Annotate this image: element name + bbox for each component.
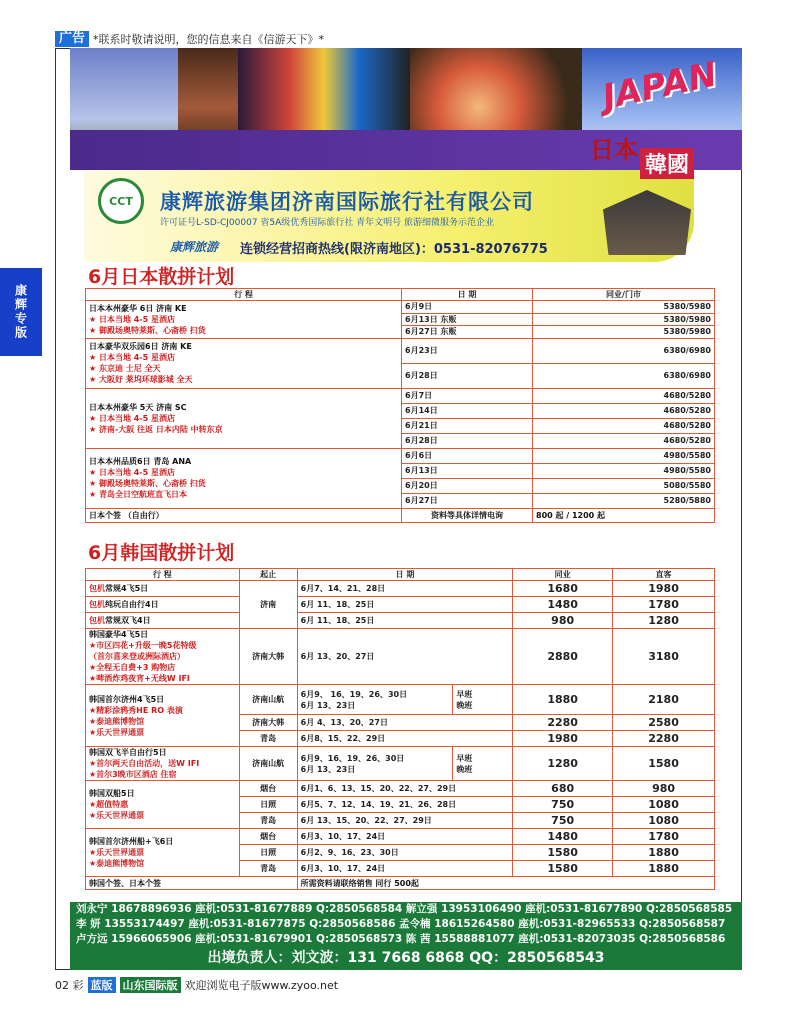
trade-price: 1480: [513, 597, 613, 613]
route-cell: [86, 781, 240, 829]
price-cell: 4980/5580: [533, 448, 715, 463]
visa-note: 所需资料请联络销售 同行 500起: [297, 877, 714, 890]
shift-cell: [453, 747, 513, 781]
date-cell: 6月3、10、17、24日: [297, 861, 513, 877]
trade-price: 1580: [513, 861, 613, 877]
ad-tag: 广告: [55, 31, 89, 47]
retail-price: 2280: [613, 731, 715, 747]
date-line: 6月 13、23日: [300, 764, 356, 774]
retail-price: 1880: [613, 861, 715, 877]
price-cell: 5280/5880: [533, 493, 715, 508]
route-feature: ★首尔3晚市区酒店 住宿: [89, 770, 177, 779]
route-name: 常规4飞5日: [105, 584, 149, 593]
route-cell: [86, 338, 402, 388]
date-cell: 6月27日: [402, 493, 533, 508]
trade-price: 980: [513, 613, 613, 629]
cct-logo: CCT: [98, 178, 144, 224]
date-cell: 6月3、10、17、24日: [297, 829, 513, 845]
route-cell: [86, 388, 402, 448]
route-cell: [86, 613, 240, 629]
top-note: [55, 30, 324, 48]
route-name: 日本本州品质6日 青岛 ANA: [89, 457, 192, 466]
date-line: 6月9、16、19、26、30日: [300, 753, 405, 763]
trade-price: 1680: [513, 581, 613, 597]
date-cell: 6月7、14、21、28日: [297, 581, 513, 597]
trade-price: 1280: [513, 747, 613, 781]
route-feature: ★泰迪熊博物馆: [89, 716, 145, 726]
table-row: [86, 388, 715, 403]
date-header: 日 期: [402, 289, 533, 301]
visa-price: 800 起 / 1200 起: [533, 508, 715, 522]
japan-word: JAPAN: [599, 54, 721, 118]
retail-price: 1980: [613, 581, 715, 597]
date-cell: 6月20日: [402, 478, 533, 493]
from-cell: 济南大韩: [239, 629, 297, 685]
price-header: 同业/门市: [533, 289, 715, 301]
date-cell: 6月1、6、13、15、20、22、27、29日: [297, 781, 513, 797]
route-name: 韩国双飞半自由行5日: [89, 748, 167, 757]
edition-blue: 蓝版: [88, 977, 116, 993]
from-cell: 日照: [239, 797, 297, 813]
retail-price: 3180: [613, 629, 715, 685]
company-brand: 康辉旅游: [170, 240, 219, 254]
contact-row: 卢方远 15966065906 座机:0531-81679901 Q:2850568573 陈 茜 15588881077 座机:0531-82073035 Q:2850568586: [76, 933, 726, 945]
date-cell: 6月 13、15、20、22、27、29日: [297, 813, 513, 829]
route-name: 韩国双船5日: [89, 789, 135, 798]
route-cell: [86, 829, 240, 877]
route-feature: ★ 御殿场奥特莱斯、心斋桥 扫货: [89, 325, 206, 335]
from-cell: 青岛: [239, 731, 297, 747]
date-cell: 6月28日: [402, 363, 533, 388]
route-cell: [86, 597, 240, 613]
retail-price: 1580: [613, 747, 715, 781]
route-feature: ★ 青岛全日空航班直飞日本: [89, 490, 187, 499]
route-name: 日本本州豪华 5天 济南 SC: [89, 402, 187, 412]
date-cell: 6月7日: [402, 388, 533, 403]
retail-header: 直客: [613, 569, 715, 581]
contact-row: 李 妍 13553174497 座机:0531-81677875 Q:2850568586 孟令楠 18615264580 座机:0531-82965533 Q:2850568587: [76, 918, 726, 930]
table-row: [86, 301, 715, 314]
contact-row: 刘永宁 18678896936 座机:0531-81677889 Q:2850568584 解立强 13953106490 座机:0531-81677890 Q:2850568585: [76, 903, 733, 915]
korea-section-title: 6月韩国散拼计划: [88, 542, 235, 564]
company-hotline: 连锁经营招商热线(限济南地区)：0531-82076775: [240, 242, 548, 257]
date-cell: 6月 11、18、25日: [297, 613, 513, 629]
date-cell: [297, 747, 453, 781]
route-feature: ★泰迪熊博物馆: [89, 859, 145, 868]
trade-price: 750: [513, 797, 613, 813]
retail-price: 1280: [613, 613, 715, 629]
route-cell: [86, 581, 240, 597]
from-cell: 济南: [239, 581, 297, 629]
route-name: 韩国豪华4飞5日: [89, 630, 149, 639]
route-feature: ★ 东京迪 士尼 全天: [89, 364, 161, 373]
price-cell: 5380/5980: [533, 326, 715, 339]
trade-price: 1580: [513, 845, 613, 861]
date-cell: 6月 4、13、20、27日: [297, 715, 513, 731]
date-cell: 6月21日: [402, 418, 533, 433]
shift-label: 晚班: [456, 764, 473, 774]
korea-title: 韓國: [640, 148, 694, 179]
shift-label: 早班: [456, 689, 473, 699]
date-cell: 6月9日: [402, 301, 533, 314]
route-name: 韩国首尔济州船+飞6日: [89, 837, 174, 846]
trade-price: 2880: [513, 629, 613, 685]
date-cell: 6月6日: [402, 448, 533, 463]
from-cell: 济南山航: [239, 747, 297, 781]
route-header: 行 程: [86, 289, 402, 301]
edition-green: 山东国际版: [120, 977, 181, 993]
japan-section-title: 6月日本散拼计划: [88, 266, 235, 288]
price-cell: 4680/5280: [533, 403, 715, 418]
route-header: 行 程: [86, 569, 240, 581]
route-cell: [86, 747, 240, 781]
route-feature: ★乐天世界通票: [89, 727, 145, 737]
date-cell: 6月 11、18、25日: [297, 597, 513, 613]
date-header: 日 期: [297, 569, 513, 581]
company-license: 许可证号L-SD-CJ00007 省5A级优秀国际旅行社 青年文明号 旅游细微服务示范企业: [160, 218, 495, 228]
from-cell: 日照: [239, 845, 297, 861]
date-cell: 6月28日: [402, 433, 533, 448]
price-cell: 4980/5580: [533, 463, 715, 478]
page-number: 02 彩: [55, 979, 84, 992]
trade-header: 同业: [513, 569, 613, 581]
from-cell: 青岛: [239, 813, 297, 829]
route-feature: ★ 日本当地 4-5 星酒店: [89, 314, 175, 324]
route-feature: ★ 日本当地 4-5 星酒店: [89, 353, 175, 362]
from-cell: 烟台: [239, 829, 297, 845]
price-cell: 4680/5280: [533, 418, 715, 433]
table-row: [86, 685, 715, 715]
date-line: 6月9、 16、19、26、30日: [300, 689, 408, 699]
trade-price: 1480: [513, 829, 613, 845]
table-row: [86, 581, 715, 597]
from-header: 起止: [239, 569, 297, 581]
manager-contact: 出境负责人：刘文波：131 7668 6868 QQ：2850568543: [207, 950, 605, 966]
visa-note: 资料等具体详情电询: [402, 508, 533, 522]
retail-price: 2580: [613, 715, 715, 731]
route-feature: ★ 日本当地 4-5 星酒店: [89, 413, 175, 423]
trade-price: 1880: [513, 685, 613, 715]
trade-price: 2280: [513, 715, 613, 731]
date-line: 6月 13、23日: [300, 700, 356, 710]
route-feature: ★超值特惠: [89, 800, 129, 809]
shift-cell: [453, 685, 513, 715]
table-footer-row: [86, 877, 715, 890]
table-row: [86, 629, 715, 685]
route-feature: ★首尔两天自由活动，送W IFI: [89, 759, 200, 768]
charter-label: 包机: [89, 584, 105, 593]
retail-price: 980: [613, 781, 715, 797]
from-cell: 济南大韩: [239, 715, 297, 731]
route-feature: ★乐天世界通票: [89, 848, 145, 857]
japan-table: [85, 288, 715, 523]
route-feature: ★全程无自费+3 购物店: [89, 663, 176, 672]
table-header-row: [86, 289, 715, 301]
trade-price: 750: [513, 813, 613, 829]
table-row: [86, 597, 715, 613]
table-row: [86, 613, 715, 629]
price-cell: 5080/5580: [533, 478, 715, 493]
route-name: 韩国首尔济州4飞5日: [89, 694, 165, 704]
from-cell: 济南山航: [239, 685, 297, 715]
table-row: [86, 747, 715, 781]
table-row: [86, 448, 715, 463]
route-feature: ★ 日本当地 4-5 星酒店: [89, 468, 175, 477]
side-tab: 康辉专版: [0, 268, 42, 356]
price-cell: 5380/5980: [533, 313, 715, 326]
route-feature: （首尔喜来登或洲际酒店）: [89, 652, 185, 661]
shift-label: 早班: [456, 753, 473, 763]
route-name: 日本豪华双乐园6日 济南 KE: [89, 342, 192, 351]
route-cell: [86, 448, 402, 508]
retail-price: 2180: [613, 685, 715, 715]
date-cell: 6月5、7、12、14、19、21、26、28日: [297, 797, 513, 813]
website-link[interactable]: 欢迎浏览电子版www.zyoo.net: [184, 979, 339, 992]
table-row: [86, 338, 715, 363]
route-name: 纯玩自由行4日: [105, 600, 159, 609]
japan-title: 日本: [590, 136, 638, 164]
table-footer-row: [86, 508, 715, 522]
route-name: 常规双飞4日: [105, 616, 151, 625]
price-cell: 4680/5280: [533, 433, 715, 448]
price-cell: 6380/6980: [533, 338, 715, 363]
from-cell: 烟台: [239, 781, 297, 797]
route-feature: ★ 御殿场奥特莱斯、心斋桥 扫货: [89, 479, 206, 488]
date-cell: 6月23日: [402, 338, 533, 363]
retail-price: 1080: [613, 797, 715, 813]
retail-price: 1880: [613, 845, 715, 861]
price-cell: 4680/5280: [533, 388, 715, 403]
top-note-text: *联系时敬请说明，您的信息来自《信游天下》*: [93, 33, 325, 46]
date-cell: 6月8、15、22、29日: [297, 731, 513, 747]
contact-block: [70, 902, 742, 970]
route-name: 日本本州豪华 6日 济南 KE: [89, 303, 187, 313]
visa-label: 日本个签 （自由行）: [86, 508, 402, 522]
price-cell: 5380/5980: [533, 301, 715, 314]
route-feature: ★乐天世界通票: [89, 811, 145, 820]
route-feature: ★啤酒炸鸡夜宵+无线W IFI: [89, 674, 190, 683]
date-cell: 6月14日: [402, 403, 533, 418]
table-header-row: [86, 569, 715, 581]
from-cell: 青岛: [239, 861, 297, 877]
date-cell: 6月13日 东贩: [402, 313, 533, 326]
retail-price: 1080: [613, 813, 715, 829]
charter-label: 包机: [89, 600, 105, 609]
route-feature: ★市区四花+升级一晚5花特级: [89, 641, 197, 650]
visa-label: 韩国个签、日本个签: [86, 877, 298, 890]
korea-table: [85, 568, 715, 890]
retail-price: 1780: [613, 597, 715, 613]
date-cell: [297, 685, 453, 715]
route-cell: [86, 629, 240, 685]
route-feature: ★ 济南-大阪 往返 日本内陆 中转东京: [89, 424, 223, 434]
page-footer: [55, 977, 338, 993]
trade-price: 1980: [513, 731, 613, 747]
retail-price: 1780: [613, 829, 715, 845]
charter-label: 包机: [89, 616, 105, 625]
shift-label: 晚班: [456, 700, 473, 710]
date-cell: 6月 13、20、27日: [297, 629, 513, 685]
price-cell: 6380/6980: [533, 363, 715, 388]
table-row: [86, 781, 715, 797]
table-row: [86, 829, 715, 845]
date-cell: 6月27日 东贩: [402, 326, 533, 339]
route-feature: ★精彩涂鸦秀HE RO 表演: [89, 705, 183, 715]
route-cell: [86, 685, 240, 747]
route-feature: ★ 大阪好 莱坞环球影城 全天: [89, 375, 193, 384]
company-name: 康辉旅游集团济南国际旅行社有限公司: [160, 190, 534, 214]
date-cell: 6月13日: [402, 463, 533, 478]
date-cell: 6月2、9、16、23、30日: [297, 845, 513, 861]
route-cell: [86, 301, 402, 339]
trade-price: 680: [513, 781, 613, 797]
